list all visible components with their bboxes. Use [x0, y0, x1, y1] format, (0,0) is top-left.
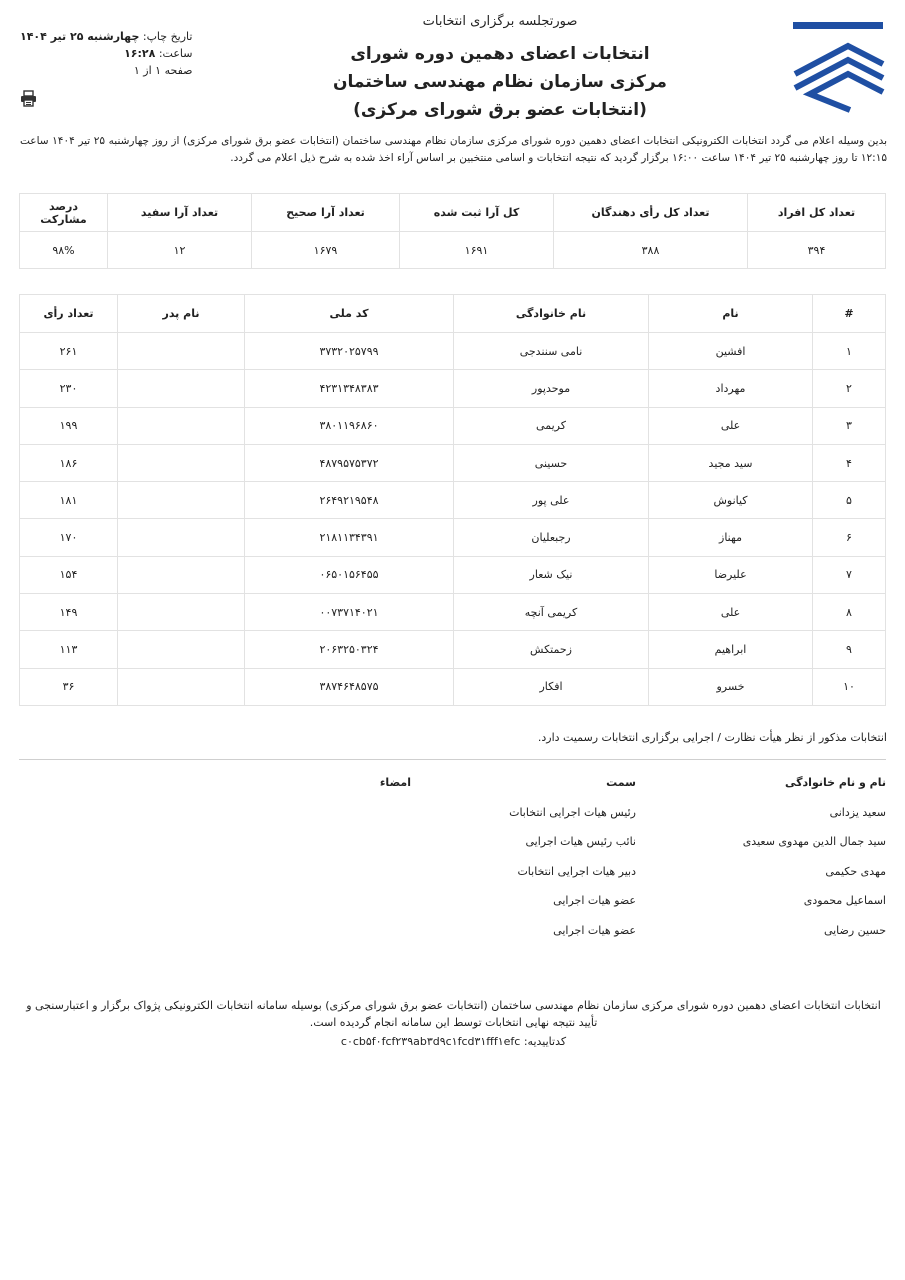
results-header-row: [20, 295, 886, 333]
results-body: [20, 333, 886, 706]
signatory-name: حسین رضایی: [823, 923, 886, 937]
results-cell: ۱۵۴: [20, 556, 118, 593]
results-cell: ۰۰۷۳۷۱۴۰۲۱: [245, 594, 454, 631]
results-cell: ۶: [813, 519, 886, 556]
results-cell: کیانوش: [649, 482, 813, 519]
results-cell: ۸: [813, 594, 886, 631]
summary-table: [19, 193, 886, 269]
summary-value: ۹۸%: [20, 232, 108, 269]
results-cell: ۳۸۰۱۱۹۶۸۶۰: [245, 407, 454, 444]
results-cell: ۱۱۳: [20, 631, 118, 668]
table-row: [20, 370, 886, 407]
divider: [19, 759, 886, 760]
document-title: صورتجلسه برگزاری انتخابات: [422, 14, 578, 29]
organization-logo: [790, 18, 885, 113]
results-cell: افشین: [649, 333, 813, 370]
signatories-list: [19, 802, 886, 950]
summary-value: ۱۶۹۱: [400, 232, 554, 269]
results-cell: ۱۴۹: [20, 594, 118, 631]
results-cell: مهرداد: [649, 370, 813, 407]
table-row: [20, 333, 886, 370]
results-cell: [118, 631, 245, 668]
summary-header: تعداد آرا صحیح: [252, 194, 400, 232]
table-row: [20, 556, 886, 593]
table-row: [20, 594, 886, 631]
signatories-section: [19, 772, 886, 949]
summary-header: تعداد کل رأی دهندگان: [554, 194, 748, 232]
results-cell: ۲۶۱: [20, 333, 118, 370]
results-cell: زحمتکش: [454, 631, 649, 668]
election-title: [220, 40, 780, 124]
election-title-line-1: انتخابات اعضای دهمین دوره شورای: [350, 44, 650, 64]
results-cell: ۱۰: [813, 668, 886, 705]
results-header: تعداد رأی: [20, 295, 118, 333]
summary-header: تعداد کل افراد: [748, 194, 886, 232]
results-cell: علیرضا: [649, 556, 813, 593]
summary-header: درصد مشارکت: [20, 194, 108, 232]
footer-text: انتخابات انتخابات اعضای دهمین دوره شورای مرکزی سازمان نظام مهندسی ساختمان (انتخابات عضو برق شورای مرکزی) بوسیله سامانه انتخابات الکترونیکی پژواک برگزار و اعتبارسنجی و تأیید نتیجه نهایی انتخابات توسط این سامانه انجام گردیده است.: [26, 999, 881, 1029]
signatory-role: دبیر هیات اجرایی انتخابات: [517, 864, 636, 878]
signatory-name: اسماعیل محمودی: [803, 894, 886, 907]
results-table: [19, 294, 886, 706]
print-meta: [20, 28, 192, 79]
election-title-line-2: مرکزی سازمان نظام مهندسی ساختمان: [333, 72, 667, 92]
results-cell: نامی سنندجی: [454, 333, 649, 370]
signatory-row: [19, 831, 886, 861]
signatory-name: مهدی حکیمی: [825, 864, 886, 878]
results-cell: [118, 519, 245, 556]
results-cell: ۳۷۳۲۰۲۵۷۹۹: [245, 333, 454, 370]
results-cell: [118, 556, 245, 593]
results-cell: ۳۸۷۴۶۴۸۵۷۵: [245, 668, 454, 705]
signatory-role: نائب رئیس هیات اجرایی: [525, 835, 636, 848]
results-header: نام: [649, 295, 813, 333]
table-row: [20, 482, 886, 519]
results-cell: ۱۸۱: [20, 482, 118, 519]
results-cell: ۱۹۹: [20, 407, 118, 444]
table-row: [20, 668, 886, 705]
summary-value-row: [20, 232, 886, 269]
results-cell: ۱۷۰: [20, 519, 118, 556]
results-cell: [118, 333, 245, 370]
signatory-role: عضو هیات اجرایی: [553, 894, 636, 907]
results-cell: ۱۸۶: [20, 444, 118, 481]
results-cell: ۳: [813, 407, 886, 444]
results-cell: حسینی: [454, 444, 649, 481]
signatory-row: [19, 802, 886, 832]
results-cell: علی: [649, 594, 813, 631]
table-row: [20, 631, 886, 668]
signatory-role: عضو هیات اجرایی: [553, 923, 636, 937]
results-cell: ۲۱۸۱۱۳۴۳۹۱: [245, 519, 454, 556]
results-cell: نیک شعار: [454, 556, 649, 593]
results-cell: ابراهیم: [649, 631, 813, 668]
results-cell: ۷: [813, 556, 886, 593]
summary-header-row: [20, 194, 886, 232]
signatories-header-row: [19, 772, 886, 802]
results-header: #: [813, 295, 886, 333]
results-cell: ۱: [813, 333, 886, 370]
results-cell: ۲۶۴۹۲۱۹۵۴۸: [245, 482, 454, 519]
results-cell: ۴۲۳۱۳۴۸۳۸۳: [245, 370, 454, 407]
signatory-row: [19, 890, 886, 920]
results-cell: ۲: [813, 370, 886, 407]
results-cell: علی: [649, 407, 813, 444]
results-cell: [118, 370, 245, 407]
signatory-row: [19, 861, 886, 891]
results-cell: مهناز: [649, 519, 813, 556]
results-cell: خسرو: [649, 668, 813, 705]
results-cell: رجبعلیان: [454, 519, 649, 556]
results-cell: [118, 407, 245, 444]
print-time: ساعت: ۱۶:۲۸: [124, 47, 193, 60]
summary-value: ۱۲: [108, 232, 252, 269]
results-cell: ۰۶۵۰۱۵۶۴۵۵: [245, 556, 454, 593]
results-cell: ۴۸۷۹۵۷۵۳۷۲: [245, 444, 454, 481]
print-date: تاریخ چاپ: چهارشنبه ۲۵ تیر ۱۴۰۴: [20, 30, 193, 43]
results-header: نام خانوادگی: [454, 295, 649, 333]
verification-code-value: c۰cb۵f۰fcf۲۳۹ab۳d۹c۱fcd۳۱fff۱efc: [340, 1035, 521, 1048]
page-info: صفحه ۱ از ۱: [133, 64, 193, 77]
verification-code: [20, 1035, 887, 1048]
summary-header: تعداد آرا سفید: [108, 194, 252, 232]
results-header: نام پدر: [118, 295, 245, 333]
signatory-name: سید جمال الدین مهدوی سعیدی: [742, 835, 886, 848]
summary-value: ۳۹۴: [748, 232, 886, 269]
results-cell: ۴: [813, 444, 886, 481]
signatories-header: امضاء: [379, 776, 411, 789]
results-cell: [118, 444, 245, 481]
signatories-header: سمت: [606, 776, 636, 789]
table-row: [20, 444, 886, 481]
results-cell: موحدپور: [454, 370, 649, 407]
results-cell: ۹: [813, 631, 886, 668]
results-cell: کریمی آنچه: [454, 594, 649, 631]
intro-paragraph: بدین وسیله اعلام می گردد انتخابات الکترونیکی انتخابات اعضای دهمین دوره شورای مرکزی سازمان نظام مهندسی ساختمان (انتخابات عضو برق شورای مرکزی) از روز چهارشنبه ۲۵ تیر ۱۴۰۴ ساعت ۱۲:۱۵ تا روز چهارشنبه ۲۵ تیر ۱۴۰۴ ساعت ۱۶:۰۰ برگزار گردید که نتیجه انتخابات و اسامی منتخبین بر اساس آراء اخذ شده به شرح ذیل اعلام می گردد.: [20, 135, 888, 164]
results-cell: [118, 594, 245, 631]
results-cell: سید مجید: [649, 444, 813, 481]
results-cell: ۲۳۰: [20, 370, 118, 407]
signatories-header: نام و نام خانوادگی: [785, 776, 886, 789]
table-row: [20, 407, 886, 444]
table-row: [20, 519, 886, 556]
results-cell: ۲۰۶۳۲۵۰۳۲۴: [245, 631, 454, 668]
results-cell: افکار: [454, 668, 649, 705]
official-note: انتخابات مذکور از نظر هیأت نظارت / اجرایی برگزاری انتخابات رسمیت دارد.: [537, 731, 887, 744]
signatory-role: رئیس هیات اجرایی انتخابات: [509, 805, 636, 819]
verification-code-label: کدتاییدیه:: [523, 1035, 567, 1048]
summary-header: کل آرا ثبت شده: [400, 194, 554, 232]
signatory-name: سعید یزدانی: [829, 805, 886, 819]
results-cell: [118, 482, 245, 519]
summary-value: ۳۸۸: [554, 232, 748, 269]
results-cell: ۳۶: [20, 668, 118, 705]
printer-icon[interactable]: [20, 90, 37, 107]
election-title-line-3: (انتخابات عضو برق شورای مرکزی): [353, 100, 647, 120]
results-cell: [118, 668, 245, 705]
results-cell: کریمی: [454, 407, 649, 444]
summary-value: ۱۶۷۹: [252, 232, 400, 269]
results-cell: ۵: [813, 482, 886, 519]
results-header: کد ملی: [245, 295, 454, 333]
signatory-row: [19, 920, 886, 950]
results-cell: علی پور: [454, 482, 649, 519]
